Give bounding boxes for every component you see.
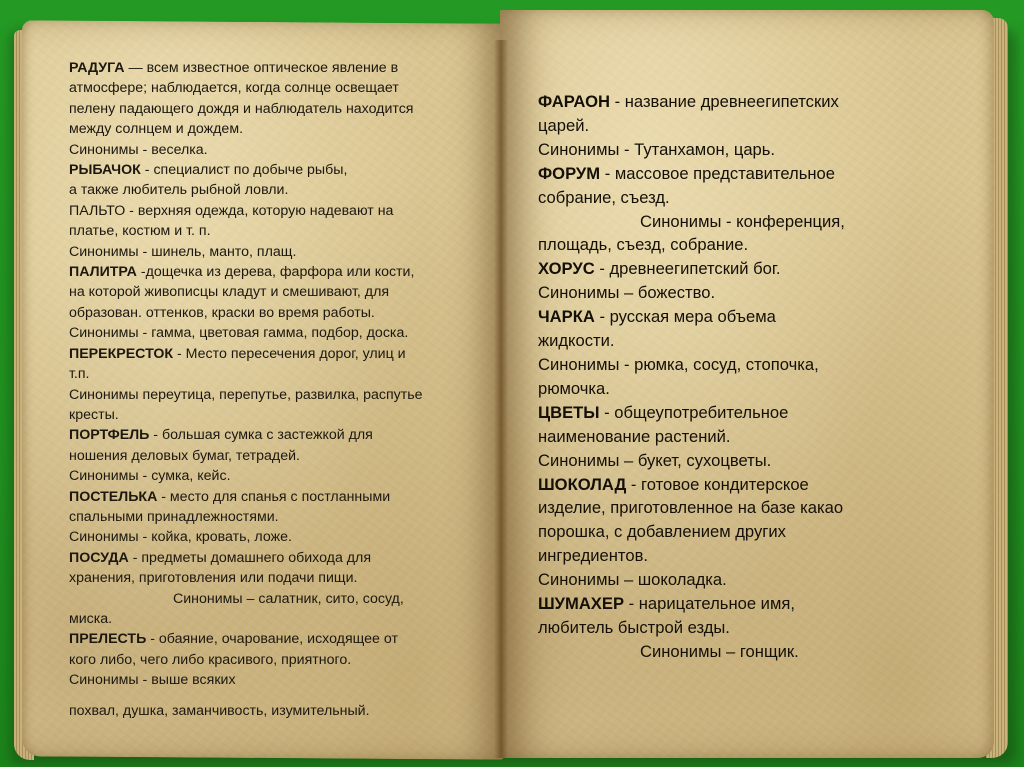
entry-text: ношения деловых бумаг, тетрадей. (69, 447, 300, 464)
entry-term: ПОСТЕЛЬКА (69, 488, 158, 505)
text-line (69, 78, 504, 98)
text-line (69, 221, 504, 241)
text-line (538, 233, 918, 257)
entry-heading-line (538, 473, 918, 497)
entry-text: - место для спанья с постланными (157, 488, 391, 505)
entry-text: Синонимы - койка, кровать, ложе. (69, 529, 292, 546)
entry-heading-line (69, 344, 504, 364)
entry-text: царей. (538, 115, 590, 135)
entry-text: жидкости. (538, 331, 615, 351)
text-line (538, 138, 918, 162)
entry-text: Синонимы - шинель, манто, плащ. (69, 243, 297, 260)
entry-heading-line (69, 262, 504, 282)
entry-text: спальными принадлежностями. (69, 508, 279, 525)
text-line (538, 281, 918, 305)
entry-text: - массовое представительное (600, 163, 835, 183)
right-page-text (538, 90, 918, 664)
entry-text: - русская мера объема (594, 307, 776, 327)
entry-heading-line (69, 425, 504, 445)
text-line (69, 99, 504, 119)
entry-text: площадь, съезд, собрание. (538, 235, 749, 255)
entry-text: Синонимы – гонщик. (640, 641, 799, 661)
text-line (538, 544, 918, 568)
entry-text: собрание, съезд. (538, 187, 670, 207)
entry-text: - готовое кондитерское (626, 474, 809, 494)
entry-term: ПАЛИТРА (69, 264, 137, 281)
entry-heading-line (69, 160, 504, 180)
entry-term: ХОРУС (538, 259, 595, 279)
text-line (69, 242, 504, 262)
entry-text: образован. оттенков, краски во время работы. (69, 304, 375, 321)
entry-text: Синонимы – салатник, сито, сосуд, (173, 590, 404, 607)
entry-text: т.п. (69, 366, 90, 383)
entry-heading-line (69, 629, 504, 649)
entry-term: РЫБАЧОК (69, 162, 141, 179)
entry-text: миска. (69, 610, 113, 627)
text-line (69, 385, 504, 405)
entry-text: наименование растений. (538, 426, 731, 446)
text-line (69, 119, 504, 139)
entry-term: ПОРТФЕЛЬ (69, 427, 150, 444)
entry-text: атмосфере; наблюдается, когда солнце освещает (69, 80, 399, 97)
text-line (538, 640, 918, 664)
entry-text: порошка, с добавлением других (538, 522, 786, 542)
entry-term: ШОКОЛАД (538, 474, 627, 494)
text-line (538, 329, 918, 353)
left-page-text (69, 58, 504, 721)
text-line (69, 180, 504, 200)
text-line (69, 282, 504, 302)
entry-text: - большая сумка с застежкой для (149, 427, 373, 444)
text-line (69, 527, 504, 547)
entry-heading-line (538, 401, 918, 425)
text-line (538, 114, 918, 138)
entry-text: изделие, приготовленное на базе какао (538, 498, 844, 518)
entry-heading-line (538, 162, 918, 186)
entry-text: Синонимы - веселка. (69, 141, 208, 158)
text-line (69, 701, 504, 721)
entry-text: Синонимы - рюмка, сосуд, стопочка, (538, 354, 819, 374)
text-line (69, 670, 504, 690)
entry-text: -дощечка из дерева, фарфора или кости, (136, 264, 415, 281)
text-line (69, 609, 504, 629)
text-line (69, 140, 504, 160)
entry-term: ФАРАОН (538, 92, 610, 111)
entry-heading-line (69, 58, 504, 78)
entry-text: Синонимы – шоколадка. (538, 570, 727, 590)
text-line (69, 303, 504, 323)
entry-heading-line (69, 487, 504, 507)
entry-text: ингредиентов. (538, 546, 648, 566)
entry-text: кресты. (69, 406, 119, 423)
entry-text: - Место пересечения дорог, улиц и (173, 345, 406, 362)
entry-term: ЦВЕТЫ (538, 402, 600, 422)
text-line (69, 364, 504, 384)
text-line (538, 210, 918, 234)
entry-text: кого либо, чего либо красивого, приятного. (69, 651, 352, 668)
entry-term: ФОРУМ (538, 163, 601, 183)
entry-text: хранения, приготовления или подачи пищи. (69, 570, 358, 587)
text-line (538, 568, 918, 592)
text-line (69, 568, 504, 588)
entry-text: между солнцем и дождем. (69, 121, 244, 138)
entry-text: похвал, душка, заманчивость, изумительный. (69, 702, 370, 719)
entry-term: ПОСУДА (69, 549, 129, 566)
entry-term: ШУМАХЕР (538, 594, 625, 614)
entry-text: - специалист по добыче рыбы, (140, 162, 348, 179)
entry-heading-line (538, 90, 918, 114)
entry-text: Синонимы – букет, сухоцветы. (538, 450, 772, 470)
text-line (538, 425, 918, 449)
entry-heading-line (538, 592, 918, 616)
entry-text: на которой живописцы кладут и смешивают, для (69, 284, 390, 301)
entry-text: - предметы домашнего обихода для (128, 549, 372, 566)
entry-text: Синонимы - сумка, кейс. (69, 468, 231, 485)
entry-heading-line (538, 257, 918, 281)
text-line (538, 496, 918, 520)
entry-text: - обаяние, очарование, исходящее от (146, 631, 398, 648)
entry-text: платье, костюм и т. п. (69, 223, 211, 240)
entry-heading-line (69, 548, 504, 568)
text-line (69, 201, 504, 221)
entry-text: - нарицательное имя, (624, 594, 795, 614)
text-line (69, 589, 504, 609)
text-line (69, 323, 504, 343)
entry-text: - общеупотребительное (599, 402, 789, 422)
text-line (69, 466, 504, 486)
entry-text: ПАЛЬТО - верхняя одежда, которую надевают на (69, 202, 394, 219)
text-line (69, 446, 504, 466)
entry-text: - название древнеегипетских (610, 92, 839, 111)
entry-term: ПРЕЛЕСТЬ (69, 631, 147, 648)
entry-text: Синонимы - Тутанхамон, царь. (538, 139, 776, 159)
entry-text: любитель быстрой езды. (538, 617, 730, 637)
text-line (538, 449, 918, 473)
entry-text: Синонимы переутица, перепутье, развилка, распутье (69, 386, 423, 403)
text-line (538, 616, 918, 640)
entry-text: Синонимы - гамма, цветовая гамма, подбор, доска. (69, 325, 409, 342)
entry-heading-line (538, 305, 918, 329)
text-line (69, 507, 504, 527)
entry-term: РАДУГА (69, 60, 125, 76)
entry-text: - древнеегипетский бог. (594, 259, 781, 279)
entry-text: а также любитель рыбной ловли. (69, 182, 289, 199)
text-line (69, 405, 504, 425)
text-line (69, 650, 504, 670)
entry-text: — всем известное оптическое явление в (124, 60, 399, 76)
entry-text: Синонимы – божество. (538, 283, 716, 303)
entry-term: ЧАРКА (538, 307, 595, 327)
text-line (538, 377, 918, 401)
text-line (538, 186, 918, 210)
line-gap (69, 691, 504, 701)
text-line (538, 353, 918, 377)
text-line (538, 520, 918, 544)
entry-text: Синонимы - конференция, (640, 211, 845, 231)
entry-text: пелену падающего дождя и наблюдатель находится (69, 100, 414, 117)
entry-text: Синонимы - выше всяких (69, 672, 236, 689)
entry-text: рюмочка. (538, 378, 610, 398)
entry-term: ПЕРЕКРЕСТОК (69, 345, 174, 362)
